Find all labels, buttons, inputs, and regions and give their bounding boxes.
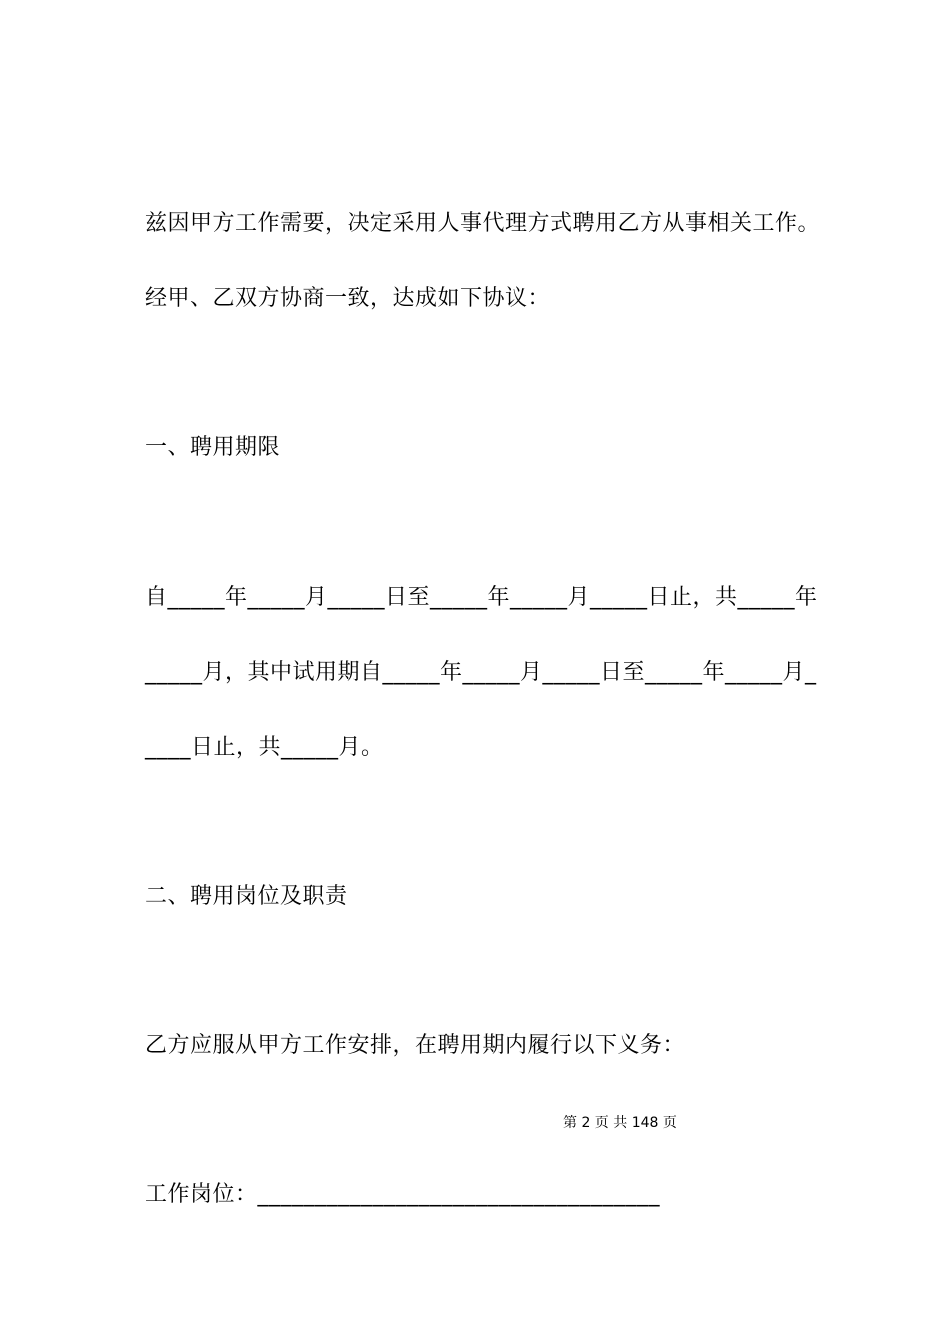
section-heading-post: 二、聘用岗位及职责 <box>145 884 348 909</box>
section-heading-term: 一、聘用期限 <box>145 435 281 460</box>
term-line-2: _____月，其中试用期自_____年_____月_____日至_____年_____月_ <box>145 660 817 685</box>
intro-paragraph-2: 经甲、乙双方协商一致，达成如下协议： <box>145 286 551 311</box>
term-line-1: 自_____年_____月_____日至_____年_____月_____日止，共_____年 <box>145 585 818 610</box>
page-number-footer: 第 2 页 共 148 页 <box>563 1115 677 1131</box>
job-post-line: 工作岗位：___________________________________ <box>145 1182 661 1207</box>
term-line-3: ____日止，共_____月。 <box>145 735 384 760</box>
duties-intro: 乙方应服从甲方工作安排，在聘用期内履行以下义务： <box>145 1033 686 1058</box>
intro-paragraph-1: 兹因甲方工作需要，决定采用人事代理方式聘用乙方从事相关工作。 <box>145 211 821 236</box>
